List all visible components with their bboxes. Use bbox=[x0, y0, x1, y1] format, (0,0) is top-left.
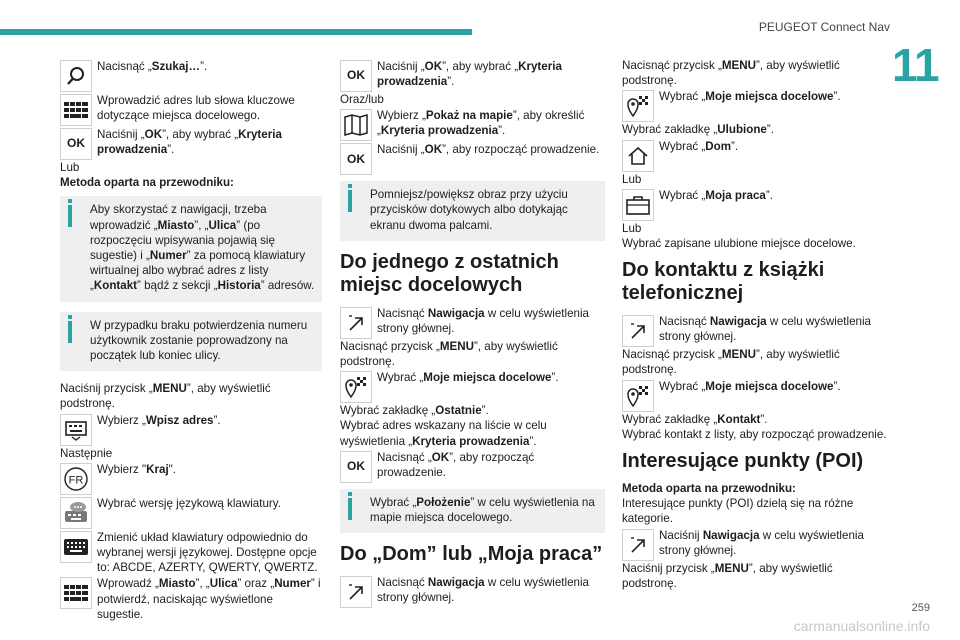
lub-text: Lub bbox=[622, 172, 642, 186]
nastepnie-text: Następnie bbox=[60, 446, 113, 460]
section-heading-poi: Interesujące punkty (POI) bbox=[622, 450, 864, 473]
step-search: Nacisnąć „Szukaj…”. bbox=[60, 58, 322, 92]
ok-button-icon: OK bbox=[60, 128, 92, 160]
poi-description: Interesujące punkty (POI) dzielą się na różne kategorie. bbox=[622, 497, 854, 526]
method-heading: Metoda oparta na przewodniku: bbox=[60, 176, 234, 190]
step-navigation: Nacisnąć Nawigacja w celu wyświetlenia strony głównej. bbox=[340, 574, 605, 608]
favorite-instruction: Wybrać zapisane ulubione miejsce docelowe. bbox=[622, 237, 856, 251]
destinations-icon bbox=[622, 380, 654, 412]
country-icon bbox=[60, 463, 92, 495]
keyboard-icon bbox=[60, 577, 92, 609]
step-ok-start: OK Naciśnij „OK”, aby rozpocząć prowadzenie. bbox=[340, 141, 605, 175]
lub-text: Lub bbox=[60, 161, 80, 174]
menu-instruction: Nacisnąć przycisk „MENU”, aby wyświetlić podstronę. bbox=[622, 59, 840, 88]
menu-instruction: Nacisnąć przycisk „MENU”, aby wyświetlić podstronę. bbox=[622, 348, 840, 377]
destinations-icon bbox=[340, 371, 372, 403]
column-3 bbox=[622, 58, 888, 591]
navigation-icon bbox=[340, 576, 372, 608]
tab-instruction: Wybrać zakładkę „Kontakt”. bbox=[622, 412, 768, 426]
step-my-destinations: Wybrać „Moje miejsca docelowe”. bbox=[622, 378, 888, 412]
info-icon bbox=[68, 205, 72, 227]
header-title: PEUGEOT Connect Nav bbox=[758, 20, 890, 34]
ok-button-icon: OK bbox=[340, 143, 372, 175]
watermark: carmanualsonline.info bbox=[793, 617, 930, 634]
page-number: 259 bbox=[911, 601, 930, 614]
tab-instruction: Wybrać zakładkę „Ostatnie”. bbox=[340, 404, 489, 418]
keyboard-icon bbox=[60, 94, 92, 126]
step-my-destinations: Wybrać „Moje miejsca docelowe”. bbox=[622, 88, 888, 122]
home-icon bbox=[622, 140, 654, 172]
step-navigation: Naciśnij Nawigacja w celu wyświetlenia strony głównej. bbox=[622, 527, 888, 561]
tab-instruction: Wybrać zakładkę „Ulubione”. bbox=[622, 123, 774, 137]
language-keyboard-icon bbox=[60, 497, 92, 529]
info-icon bbox=[348, 498, 352, 520]
navigation-icon bbox=[622, 529, 654, 561]
navigation-icon bbox=[622, 315, 654, 347]
search-icon bbox=[60, 60, 92, 92]
menu-instruction: Nacisnąć przycisk „MENU”, aby wyświetlić podstronę. bbox=[340, 339, 558, 369]
menu-instruction: Naciśnij przycisk „MENU”, aby wyświetlić podstronę. bbox=[622, 561, 833, 590]
ok-button-icon: OK bbox=[340, 451, 372, 483]
lub-text: Lub bbox=[622, 221, 642, 235]
svg-text:FR: FR bbox=[68, 474, 84, 487]
step-show-on-map: Wybierz „Pokaż na mapie”, aby określić „Kryteria prowadzenia”. bbox=[340, 107, 605, 141]
chapter-number: 11 bbox=[892, 39, 939, 91]
step-enter-address-option: Wybierz „Wpisz adres”. bbox=[60, 412, 322, 446]
step-home: Wybrać „Dom”. bbox=[622, 138, 888, 172]
section-heading-contacts: Do kontaktu z książki telefonicznej bbox=[622, 259, 825, 305]
keyboard-layout-icon bbox=[60, 531, 92, 563]
step-navigation: Nacisnąć Nawigacja w celu wyświetlenia strony głównej. bbox=[622, 313, 888, 347]
step-confirm-address: Wprowadź „Miasto”, „Ulica” oraz „Numer” i potwierdź, naciskając wyświetlone sugestie. bbox=[60, 575, 322, 622]
step-navigation: Nacisnąć Nawigacja w celu wyświetlenia strony głównej. bbox=[340, 305, 605, 339]
step-ok-start: OK Nacisnąć „OK”, aby rozpocząć prowadzenie. bbox=[340, 449, 605, 483]
section-heading-home-work: Do „Dom” lub „Moja praca” bbox=[340, 543, 603, 566]
column-1 bbox=[60, 58, 322, 622]
step-work: Wybrać „Moja praca”. bbox=[622, 187, 888, 221]
step-keyboard-language: Wybrać wersję językową klawiatury. bbox=[60, 495, 322, 529]
info-note-1: Aby skorzystać z nawigacji, trzeba wprowadzić „Miasto”, „Ulica” (po rozpoczęciu wpisywania pojawią się sugestie) i „Numer” za pomocą klawiatury wirtualnej albo wybrać adres z listy „Kontakt” bądź z sekcji „Historia” adresów. bbox=[60, 196, 322, 301]
step-country: FR Wybierz "Kraj". bbox=[60, 461, 322, 495]
step-keyboard-layout: Zmienić układ klawiatury odpowiednio do wybranej wersji językowej. Dostępne opcje to: ABCDE, AZERTY, QWERTY, QWERTZ. bbox=[60, 529, 322, 576]
column-2 bbox=[340, 58, 605, 608]
step-ok-criteria: OK Naciśnij „OK”, aby wybrać „Kryteria prowadzenia”. bbox=[340, 58, 605, 92]
contact-instruction: Wybrać kontakt z listy, aby rozpocząć prowadzenie. bbox=[622, 427, 887, 441]
ok-button-icon: OK bbox=[340, 60, 372, 92]
oraz-lub-text: Oraz/lub bbox=[340, 93, 384, 106]
info-note-zoom: Pomniejsz/powiększ obraz przy użyciu przycisków dotykowych albo dotykając ekranu dwoma palcami. bbox=[340, 181, 605, 241]
select-instruction: Wybrać adres wskazany na liście w celu wyświetlenia „Kryteria prowadzenia”. bbox=[340, 419, 547, 448]
info-icon bbox=[68, 321, 72, 343]
info-icon bbox=[348, 190, 352, 212]
section-heading-recent: Do jednego z ostatnich miejsc docelowych bbox=[340, 250, 559, 296]
destinations-icon bbox=[622, 90, 654, 122]
menu-instruction: Naciśnij przycisk „MENU”, aby wyświetlić podstronę. bbox=[60, 382, 271, 411]
method-heading: Metoda oparta na przewodniku: bbox=[622, 482, 796, 496]
step-enter-address: Wprowadzić adres lub słowa kluczowe dotyczące miejsca docelowego. bbox=[60, 92, 322, 126]
step-ok-criteria: OK Naciśnij „OK”, aby wybrać „Kryteria prowadzenia”. bbox=[60, 126, 322, 160]
header-accent-bar bbox=[0, 29, 472, 35]
info-note-2: W przypadku braku potwierdzenia numeru użytkownik zostanie poprowadzony na początek lub koniec ulicy. bbox=[60, 312, 322, 372]
map-icon bbox=[340, 109, 372, 141]
address-entry-icon bbox=[60, 414, 92, 446]
info-note-location: Wybrać „Położenie” w celu wyświetlenia na mapie miejsca docelowego. bbox=[340, 489, 605, 533]
step-my-destinations: Wybrać „Moje miejsca docelowe”. bbox=[340, 369, 605, 403]
navigation-icon bbox=[340, 307, 372, 339]
briefcase-icon bbox=[622, 189, 654, 221]
